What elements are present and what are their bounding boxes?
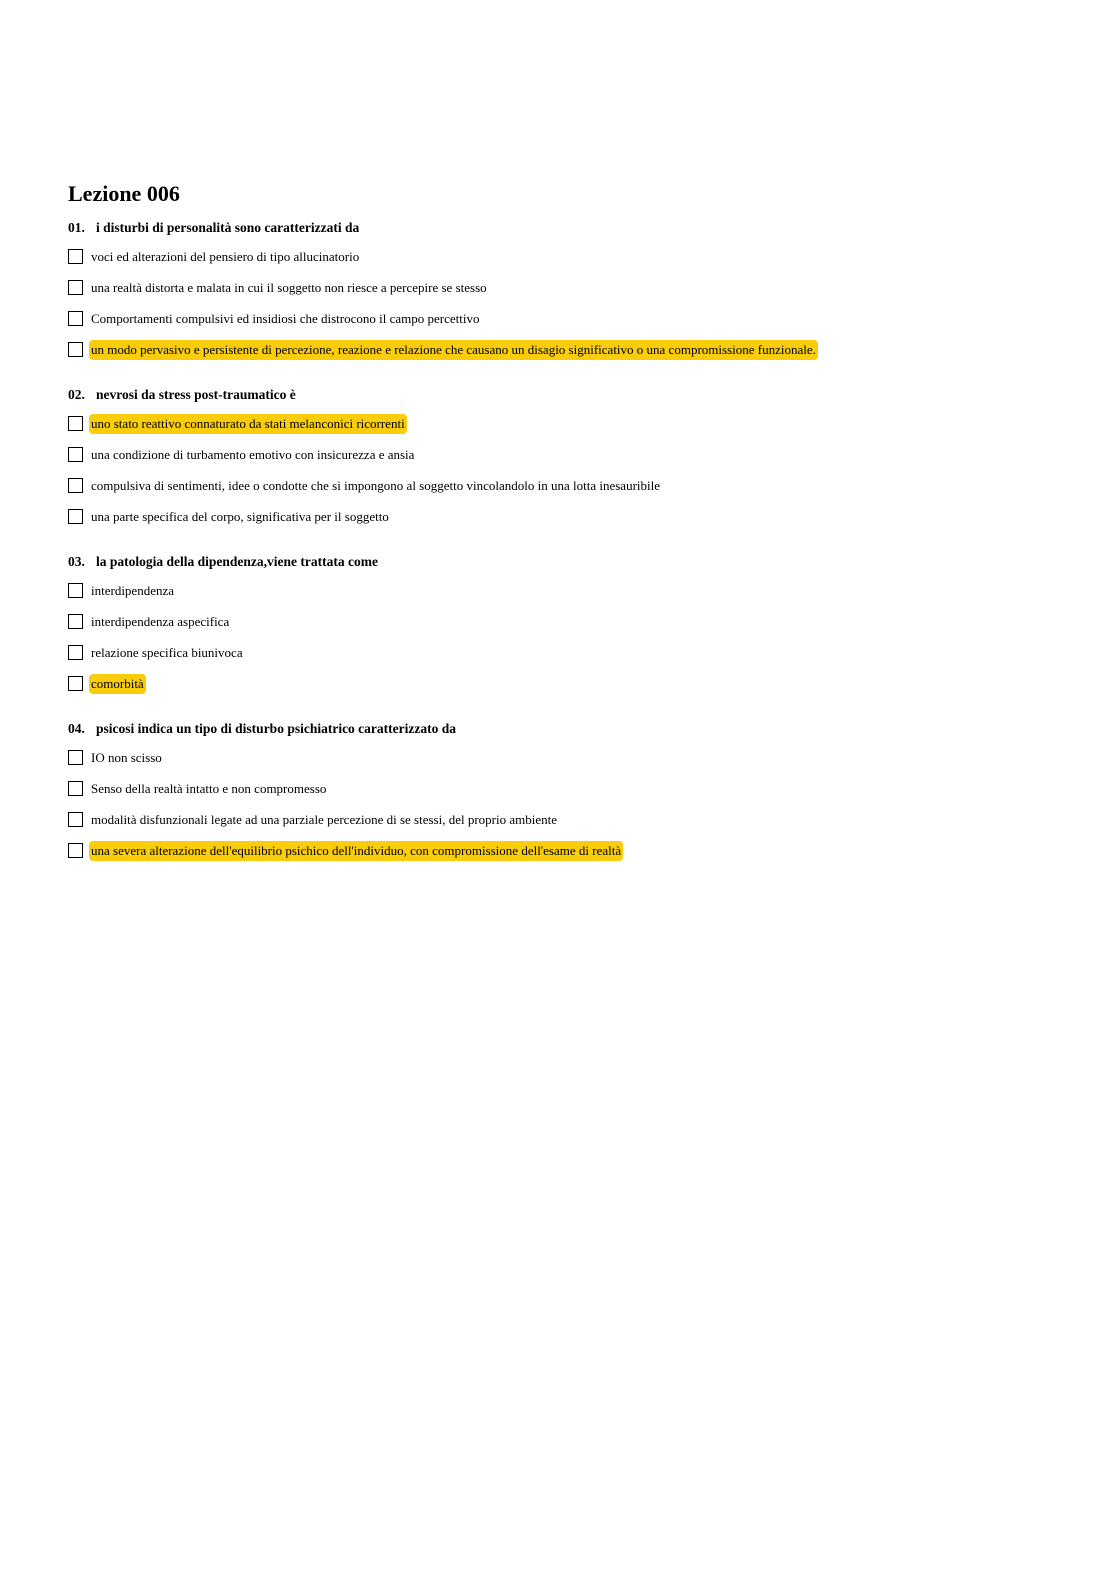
answer-option[interactable]	[68, 278, 1068, 309]
question-4	[68, 719, 1068, 872]
answer-text: Senso della realtà intatto e non compromesso	[91, 781, 327, 796]
answer-text: una severa alterazione dell'equilibrio psichico dell'individuo, con compromissione dell'esame di realtà	[89, 841, 623, 861]
answer-option[interactable]	[68, 476, 1068, 507]
question-text: nevrosi da stress post-traumatico è	[96, 387, 296, 402]
question-heading	[68, 552, 1068, 572]
answer-text: una condizione di turbamento emotivo con insicurezza e ansia	[91, 447, 415, 462]
answer-option[interactable]	[68, 841, 1068, 872]
question-number: 02.	[68, 387, 85, 402]
page-title: Lezione 006	[68, 181, 180, 206]
question-3	[68, 552, 1068, 705]
question-heading	[68, 385, 1068, 405]
checkbox[interactable]	[68, 614, 83, 629]
checkbox[interactable]	[68, 447, 83, 462]
answer-option[interactable]	[68, 748, 1068, 779]
question-text: psicosi indica un tipo di disturbo psichiatrico caratterizzato da	[96, 721, 457, 736]
answer-option[interactable]	[68, 340, 1068, 371]
answer-text: compulsiva di sentimenti, idee o condotte che si impongono al soggetto vincolandolo in una lotta inesauribile	[91, 478, 660, 493]
question-heading	[68, 218, 1068, 238]
checkbox[interactable]	[68, 509, 83, 524]
checkbox[interactable]	[68, 676, 83, 691]
answer-text: Comportamenti compulsivi ed insidiosi che distrocono il campo percettivo	[91, 311, 480, 326]
question-number: 03.	[68, 554, 85, 569]
answer-text: un modo pervasivo e persistente di percezione, reazione e relazione che causano un disagio significativo o una compromissione funzionale.	[89, 340, 818, 360]
question-2	[68, 385, 1068, 538]
answer-text: modalità disfunzionali legate ad una parziale percezione di se stessi, del proprio ambiente	[91, 812, 558, 827]
answer-option[interactable]	[68, 674, 1068, 705]
checkbox[interactable]	[68, 645, 83, 660]
question-number: 01.	[68, 220, 85, 235]
answer-option[interactable]	[68, 612, 1068, 643]
question-text: la patologia della dipendenza,viene trattata come	[96, 554, 378, 569]
answer-text: uno stato reattivo connaturato da stati melanconici ricorrenti	[89, 414, 407, 434]
answer-text: una parte specifica del corpo, significativa per il soggetto	[91, 509, 389, 524]
checkbox[interactable]	[68, 311, 83, 326]
question-1	[68, 218, 1068, 371]
checkbox[interactable]	[68, 280, 83, 295]
checkbox[interactable]	[68, 843, 83, 858]
checkbox[interactable]	[68, 478, 83, 493]
question-number: 04.	[68, 721, 85, 736]
answer-option[interactable]	[68, 445, 1068, 476]
checkbox[interactable]	[68, 249, 83, 264]
answer-option[interactable]	[68, 309, 1068, 340]
question-heading	[68, 719, 1068, 739]
answer-text: una realtà distorta e malata in cui il soggetto non riesce a percepire se stesso	[91, 280, 487, 295]
answer-text: interdipendenza aspecifica	[91, 614, 230, 629]
answer-text: relazione specifica biunivoca	[91, 645, 243, 660]
answer-option[interactable]	[68, 643, 1068, 674]
checkbox[interactable]	[68, 781, 83, 796]
answer-option[interactable]	[68, 581, 1068, 612]
checkbox[interactable]	[68, 812, 83, 827]
answer-option[interactable]	[68, 507, 1068, 538]
answer-option[interactable]	[68, 810, 1068, 841]
answer-option[interactable]	[68, 414, 1068, 445]
checkbox[interactable]	[68, 342, 83, 357]
question-text: i disturbi di personalità sono caratterizzati da	[96, 220, 360, 235]
checkbox[interactable]	[68, 416, 83, 431]
answer-text: IO non scisso	[91, 750, 162, 765]
answer-option[interactable]	[68, 779, 1068, 810]
answer-text: interdipendenza	[91, 583, 175, 598]
answer-text: comorbità	[89, 674, 146, 694]
answer-option[interactable]	[68, 247, 1068, 278]
checkbox[interactable]	[68, 583, 83, 598]
answer-text: voci ed alterazioni del pensiero di tipo allucinatorio	[91, 249, 360, 264]
checkbox[interactable]	[68, 750, 83, 765]
